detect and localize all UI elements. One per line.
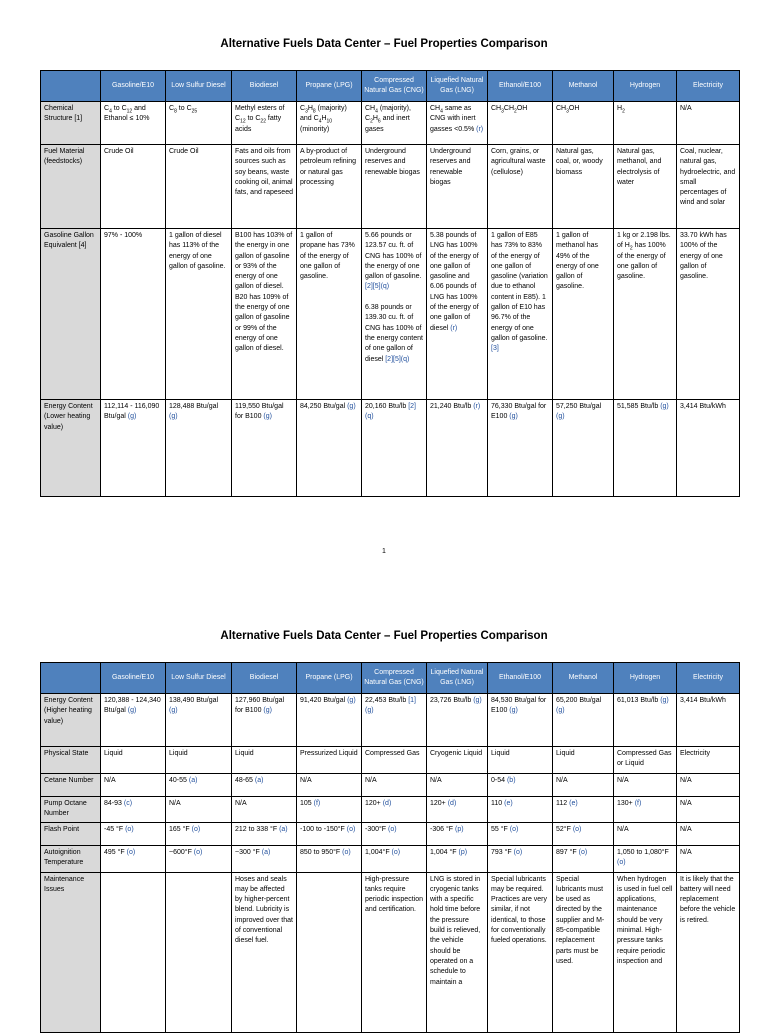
table-cell: 40-55 (a)	[166, 774, 232, 797]
row-label: Cetane Number	[41, 774, 101, 797]
table-cell: When hydrogen is used in fuel cell applications, maintenance should be very minimal. High-pressure tanks require periodic inspection and	[614, 872, 677, 1032]
table-cell: 495 °F (o)	[101, 845, 166, 872]
table-cell: 1,050 to 1,080°F (o)	[614, 845, 677, 872]
col-header: Compressed Natural Gas (CNG)	[362, 663, 427, 694]
table-cell: N/A	[297, 774, 362, 797]
row-label: Autoignition Temperature	[41, 845, 101, 872]
table-cell: 5.66 pounds or 123.57 cu. ft. of CNG has 100% of the energy of one gallon of gasoline. [2][5](q) 6.38 pounds or 139.30 cu. ft. of CNG has 100% of the energy content of one gallon of diesel [2][5](q)	[362, 229, 427, 400]
table-cell: -300°F (o)	[362, 822, 427, 845]
table-cell: Coal, nuclear, natural gas, hydroelectric, and small percentages of wind and solar	[677, 145, 740, 229]
table-cell: Liquid	[166, 747, 232, 774]
col-header: Propane (LPG)	[297, 663, 362, 694]
table-cell: Fats and oils from sources such as soy beans, waste cooking oil, animal fats, and rapeseed	[232, 145, 297, 229]
table-cell: 128,488 Btu/gal (g)	[166, 400, 232, 497]
table-cell: 130+ (f)	[614, 797, 677, 823]
table-cell: 48-65 (a)	[232, 774, 297, 797]
table-cell: Liquid	[488, 747, 553, 774]
col-header: Liquefied Natural Gas (LNG)	[427, 663, 488, 694]
table-cell	[297, 872, 362, 1032]
col-header: Ethanol/E100	[488, 663, 553, 694]
col-header: Propane (LPG)	[297, 71, 362, 102]
table-cell: $H_2$	[614, 102, 677, 145]
table-cell	[166, 872, 232, 1032]
table-cell: ~600°F (o)	[166, 845, 232, 872]
table-cell: 105 (f)	[297, 797, 362, 823]
table-cell: 91,420 Btu/gal (g)	[297, 694, 362, 747]
table-cell: Underground reserves and renewable biogas	[427, 145, 488, 229]
table-cell: 793 °F (o)	[488, 845, 553, 872]
table-cell: N/A	[677, 845, 740, 872]
col-header: Compressed Natural Gas (CNG)	[362, 71, 427, 102]
table-cell: 51,585 Btu/lb (g)	[614, 400, 677, 497]
table-cell: It is likely that the battery will need replacement before the vehicle is retired.	[677, 872, 740, 1032]
table-cell: 22,453 Btu/lb [1](g)	[362, 694, 427, 747]
table-row	[41, 102, 740, 145]
fuel-properties-table	[40, 662, 740, 1033]
table-cell: Methyl esters of $C_{12}$ to $C_{22}$ fatty acids	[232, 102, 297, 145]
table-cell: 850 to 950°F (o)	[297, 845, 362, 872]
table-cell: 120+ (d)	[427, 797, 488, 823]
table-cell: Hoses and seals may be affected by higher-percent blend. Lubricity is improved over that of conventional diesel fuel.	[232, 872, 297, 1032]
table-cell: Liquid	[232, 747, 297, 774]
table-cell: 138,490 Btu/gal (g)	[166, 694, 232, 747]
table-cell: 84,530 Btu/gal for E100 (g)	[488, 694, 553, 747]
table-row	[41, 872, 740, 1032]
col-header: Hydrogen	[614, 663, 677, 694]
page-title: Alternative Fuels Data Center – Fuel Properties Comparison	[220, 38, 548, 50]
table-cell: 52°F (o)	[553, 822, 614, 845]
table-cell: 33.70 kWh has 100% of the energy of one gallon of gasoline.	[677, 229, 740, 400]
table-cell: 110 (e)	[488, 797, 553, 823]
page-title: Alternative Fuels Data Center – Fuel Properties Comparison	[220, 630, 548, 642]
table-cell: $CH_3CH_2OH$	[488, 102, 553, 145]
table-cell: N/A	[677, 822, 740, 845]
col-header: Gasoline/E10	[101, 71, 166, 102]
table-cell: $C_3H_8$ (majority) and $C_4H_{10}$ (minority)	[297, 102, 362, 145]
table-cell: 20,160 Btu/lb [2](q)	[362, 400, 427, 497]
table-cell: N/A	[101, 774, 166, 797]
table-cell: Cryogenic Liquid	[427, 747, 488, 774]
col-header: Electricity	[677, 71, 740, 102]
header-corner	[41, 71, 101, 102]
table-cell: 1 gallon of diesel has 113% of the energy of one gallon of gasoline.	[166, 229, 232, 400]
table-cell: 112,114 - 116,090 Btu/gal (g)	[101, 400, 166, 497]
header-row	[41, 663, 740, 694]
col-header: Methanol	[553, 663, 614, 694]
col-header: Biodiesel	[232, 71, 297, 102]
col-header: Electricity	[677, 663, 740, 694]
table-row	[41, 229, 740, 400]
table-cell: Pressurized Liquid	[297, 747, 362, 774]
table-cell: Compressed Gas	[362, 747, 427, 774]
table-cell: ~300 °F (a)	[232, 845, 297, 872]
table-cell: 127,960 Btu/gal for B100 (g)	[232, 694, 297, 747]
table-cell: Special lubricants must be used as directed by the supplier and M-85-compatible replacement parts must be used.	[553, 872, 614, 1032]
table-cell: A by-product of petroleum refining or natural gas processing	[297, 145, 362, 229]
table-row	[41, 774, 740, 797]
table-cell: -45 °F (o)	[101, 822, 166, 845]
row-label: Flash Point	[41, 822, 101, 845]
table-cell: N/A	[614, 774, 677, 797]
table-cell: 5.38 pounds of LNG has 100% of the energy of one gallon of gasoline and 6.06 pounds of LNG has 100% of the energy of one gallon of diesel (r)	[427, 229, 488, 400]
table-cell: 1 gallon of E85 has 73% to 83% of the energy of one gallon of gasoline (variation due to ethanol content in E85). 1 gallon of E10 has 96.7% of the energy of one gallon of gasoline. [3]	[488, 229, 553, 400]
table-cell: $CH_4$ same as CNG with inert gasses <0.5% (r)	[427, 102, 488, 145]
table-cell: 112 (e)	[553, 797, 614, 823]
header-corner	[41, 663, 101, 694]
table-row	[41, 145, 740, 229]
table-cell: 0-54 (b)	[488, 774, 553, 797]
table-cell: $C_4$ to $C_{12}$ and Ethanol ≤ 10%	[101, 102, 166, 145]
table-cell: 897 °F (o)	[553, 845, 614, 872]
table-cell: LNG is stored in cryogenic tanks with a specific hold time before the pressure build is relieved, the vehicle should be operated on a schedule to maintain a	[427, 872, 488, 1032]
table-cell: Crude Oil	[166, 145, 232, 229]
table-cell: $CH_3OH$	[553, 102, 614, 145]
table-cell: Underground reserves and renewable biogas	[362, 145, 427, 229]
row-label: Physical State	[41, 747, 101, 774]
table-cell: 119,550 Btu/gal for B100 (g)	[232, 400, 297, 497]
table-row	[41, 797, 740, 823]
col-header: Liquefied Natural Gas (LNG)	[427, 71, 488, 102]
table-cell: Electricity	[677, 747, 740, 774]
table-cell: -306 °F (p)	[427, 822, 488, 845]
table-cell: 1 gallon of methanol has 49% of the energy of one gallon of gasoline.	[553, 229, 614, 400]
table-row	[41, 694, 740, 747]
table-cell: 23,726 Btu/lb (g)	[427, 694, 488, 747]
table-cell: 55 °F (o)	[488, 822, 553, 845]
table-cell: -100 to -150°F (o)	[297, 822, 362, 845]
table-cell: 3,414 Btu/kWh	[677, 694, 740, 747]
table-cell: 1,004 °F (p)	[427, 845, 488, 872]
table-cell	[101, 872, 166, 1032]
table-cell: $C_8$ to $C_{25}$	[166, 102, 232, 145]
row-label: Energy Content (Lower heating value)	[41, 400, 101, 497]
table-cell: N/A	[427, 774, 488, 797]
table-cell: 84,250 Btu/gal (g)	[297, 400, 362, 497]
table-cell: 120+ (d)	[362, 797, 427, 823]
row-label: Energy Content (Higher heating value)	[41, 694, 101, 747]
table-cell: 1,004°F (o)	[362, 845, 427, 872]
table-cell: N/A	[677, 102, 740, 145]
table-cell: Natural gas, methanol, and electrolysis of water	[614, 145, 677, 229]
table-cell: Liquid	[101, 747, 166, 774]
table-cell: 97% - 100%	[101, 229, 166, 400]
table-cell: 65,200 Btu/gal (g)	[553, 694, 614, 747]
table-cell: 3,414 Btu/kWh	[677, 400, 740, 497]
table-cell: N/A	[677, 774, 740, 797]
table-cell: Corn, grains, or agricultural waste (cellulose)	[488, 145, 553, 229]
row-label: Gasoline Gallon Equivalent [4]	[41, 229, 101, 400]
table-cell: 212 to 338 °F (a)	[232, 822, 297, 845]
table-cell: 1 gallon of propane has 73% of the energy of one gallon of gasoline.	[297, 229, 362, 400]
table-cell: N/A	[232, 797, 297, 823]
table-cell: Liquid	[553, 747, 614, 774]
table-cell: Special lubricants may be required. Practices are very similar, if not identical, to those for conventionally fueled operations.	[488, 872, 553, 1032]
table-cell: 57,250 Btu/gal (g)	[553, 400, 614, 497]
table-cell: 84-93 (c)	[101, 797, 166, 823]
table-row	[41, 822, 740, 845]
row-label: Chemical Structure [1]	[41, 102, 101, 145]
table-row	[41, 845, 740, 872]
table-cell: N/A	[614, 822, 677, 845]
row-label: Pump Octane Number	[41, 797, 101, 823]
fuel-properties-table	[40, 70, 740, 497]
table-cell: $CH_4$ (majority), $C_2H_6$ and inert gases	[362, 102, 427, 145]
table-cell: B100 has 103% of the energy in one gallon of gasoline or 93% of the energy of one gallon of diesel. B20 has 109% of the energy of one gallon of gasoline or 99% of the energy of one gallon of diesel.	[232, 229, 297, 400]
col-header: Methanol	[553, 71, 614, 102]
header-row	[41, 71, 740, 102]
col-header: Gasoline/E10	[101, 663, 166, 694]
table-cell: Crude Oil	[101, 145, 166, 229]
table-row	[41, 400, 740, 497]
table-cell: 1 kg or 2.198 lbs. of $H_2$ has 100% of the energy of one gallon of gasoline.	[614, 229, 677, 400]
table-cell: N/A	[677, 797, 740, 823]
table-cell: Natural gas, coal, or, woody biomass	[553, 145, 614, 229]
table-cell: N/A	[362, 774, 427, 797]
col-header: Ethanol/E100	[488, 71, 553, 102]
table-cell: N/A	[553, 774, 614, 797]
table-row	[41, 747, 740, 774]
col-header: Biodiesel	[232, 663, 297, 694]
table-cell: N/A	[166, 797, 232, 823]
row-label: Maintenance Issues	[41, 872, 101, 1032]
page-number: 1	[382, 548, 386, 555]
table-cell: High-pressure tanks require periodic inspection and certification.	[362, 872, 427, 1032]
table-cell: 61,013 Btu/lb (g)	[614, 694, 677, 747]
table-cell: 76,330 Btu/gal for E100 (g)	[488, 400, 553, 497]
col-header: Low Sulfur Diesel	[166, 71, 232, 102]
col-header: Hydrogen	[614, 71, 677, 102]
table-cell: 21,240 Btu/lb (r)	[427, 400, 488, 497]
col-header: Low Sulfur Diesel	[166, 663, 232, 694]
table-cell: 165 °F (o)	[166, 822, 232, 845]
table-cell: Compressed Gas or Liquid	[614, 747, 677, 774]
table-cell: 120,388 - 124,340 Btu/gal (g)	[101, 694, 166, 747]
row-label: Fuel Material (feedstocks)	[41, 145, 101, 229]
